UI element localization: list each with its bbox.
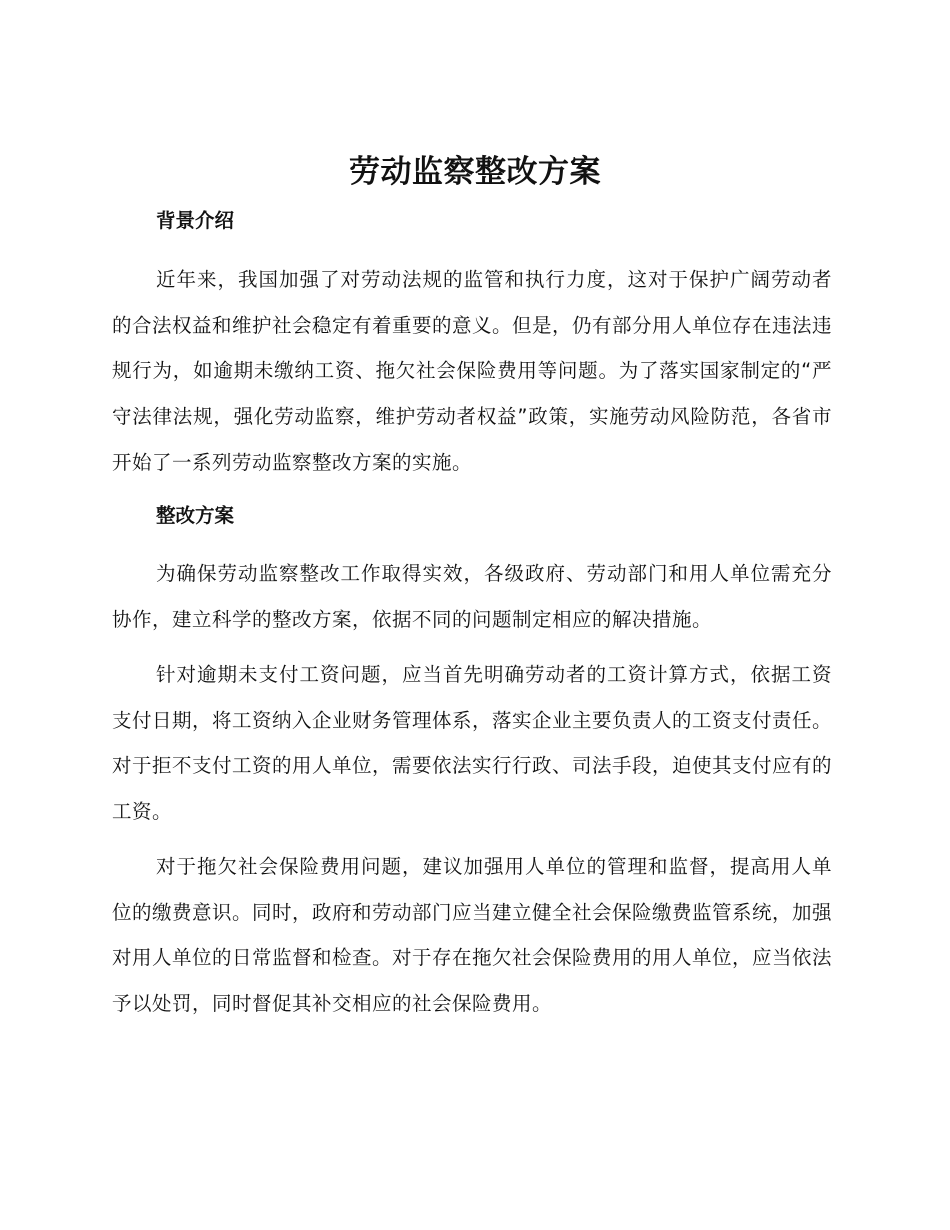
section-heading-background: 背景介绍 bbox=[156, 209, 235, 232]
paragraph-background: 近年来，我国加强了对劳动法规的监管和执行力度，这对于保护广阔劳动者的合法权益和维护社会稳定有着重要的意义。但是，仍有部分用人单位存在违法违规行为，如逾期未缴纳工资、拖欠社会保险费用等问题。为了落实国家制定的“严守法律法规，强化劳动监察，维护劳动者权益”政策，实施劳动风险防范，各省市开始了一系列劳动监察整改方案的实施。 bbox=[112, 268, 833, 474]
section-heading-plan: 整改方案 bbox=[156, 504, 235, 527]
paragraph-social-insurance: 对于拖欠社会保险费用问题，建议加强用人单位的管理和监督，提高用人单位的缴费意识。同时，政府和劳动部门应当建立健全社会保险缴费监管系统，加强对用人单位的日常监督和检查。对于存在拖欠社会保险费用的用人单位，应当依法予以处罚，同时督促其补交相应的社会保险费用。 bbox=[112, 855, 833, 1016]
document-title: 劳动监察整改方案 bbox=[349, 154, 601, 190]
paragraph-unpaid-wages: 针对逾期未支付工资问题，应当首先明确劳动者的工资计算方式，依据工资支付日期，将工资纳入企业财务管理体系，落实企业主要负责人的工资支付责任。对于拒不支付工资的用人单位，需要依法实行行政、司法手段，迫使其支付应有的工资。 bbox=[112, 663, 833, 824]
paragraph-plan-intro: 为确保劳动监察整改工作取得实效，各级政府、劳动部门和用人单位需充分协作，建立科学的整改方案，依据不同的问题制定相应的解决措施。 bbox=[112, 562, 832, 631]
